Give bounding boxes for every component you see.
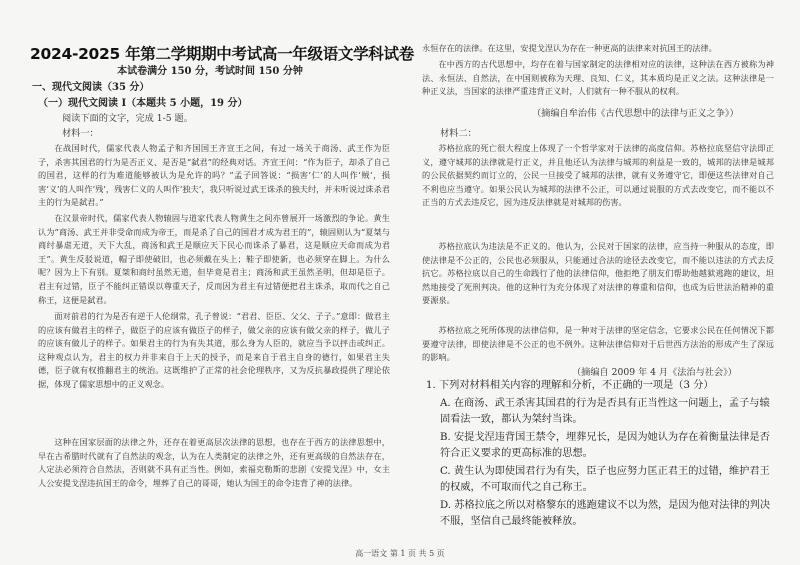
- exam-title: 2024-2025 年第二学期期中考试高一年级语文学科试卷: [30, 45, 414, 63]
- question-1: 1. 下列对材料相关内容的理解和分析，不正确的一项是（3 分）: [426, 380, 714, 391]
- option-b[interactable]: B. 安提戈涅违背国王禁令，埋葬兄长，是因为她认为存在着衡量法律是否符合正义要求的更高标准的思想。: [440, 432, 770, 459]
- citation: （摘编自牟治伟《古代思想中的法律与正义之争》）: [532, 108, 739, 119]
- material2-label: 材料二：: [440, 128, 477, 139]
- option-a[interactable]: A. 在商汤、武王杀害其国君的行为是否具有正当性这一问题上，孟子与辕固看法一致，都认为桀纣当诛。: [440, 398, 770, 425]
- subsection-heading: （一）现代文阅读 I（本题共 5 小题，19 分）: [38, 98, 248, 109]
- paragraph: 在中西方的古代思想中，均存在着与国家制定的法律相对应的法律，这种法在西方被称为神法、永恒法、自然法，在中国则被称为天理、良知、仁义，其本质均是正义之法。这种法律是一种正义法，当国家的法律严重违背正义时，人们就有一种不服从的权利。: [422, 59, 774, 97]
- option-c[interactable]: C. 黄生认为即使国君行为有失，臣子也应努力匡正君王的过错，维护君王的权威，不可取而代之自己称王。: [440, 466, 770, 493]
- material1-label: 材料一：: [62, 128, 99, 139]
- option-d[interactable]: D. 苏格拉底之所以对格黎东的逃跑建议不以为然，是因为他对法律的判决不服，坚信自己最终能被释放。: [440, 500, 771, 527]
- instruction: 阅读下面的文字，完成 1-5 题。: [62, 113, 193, 124]
- paragraph: 在汉景帝时代，儒家代表人物辕固与道家代表人物黄生之间亦曾展开一场激烈的争论。黄生认为“商汤、武王并非受命而成为帝王，而是杀了自己的国君才成为君王的”，辕固则认为“夏桀与商纣暴虐无道，天下大乱，商汤和武王是顺应天下民心而诛杀了暴君，这是顺应天命而成为君王”。黄生反驳说道，帽子即使破旧，也必须戴在头上；鞋子即使新，也必须穿在脚上。为什么呢？因为上下有别。夏桀和商纣虽然无道，但毕竟是君主；商汤和武王虽然圣明，但却是臣子。君主有过错，臣子不能纠正错误以尊重天子，反而因为君主有过错便把君主诛杀，取而代之自己称王，这便是弑君。: [38, 213, 390, 305]
- paragraph: 在战国时代，儒家代表人物孟子和齐国国王齐宣王之间，有过一场关于商汤、武王作为臣子，杀害其国君的行为是否正义、是否是“弑君”的经典对话。齐宣王问：“作为臣子，却杀了自己的国君，这样的行为难道能够被认为是允许的吗？”孟子回答说：“损害‘仁’的人叫作‘贼’，损害‘义’的人叫作‘残’，残害仁义的人叫作‘独夫’，我只听说过武王诛杀的独夫纣，并未听说过诛杀君主的行为是弑君。”: [38, 143, 390, 208]
- paragraph: 这种在国家层面的法律之外，还存在着更高层次法律的思想，也存在于西方的法律思想中，早在古希腊时代就有了自然法的观念，认为在人类制定的法律之外，还有更高级的自然法存在，人定法必须符合自然法，否则就不具有正当性。例如，索福克勒斯的悲剧《安提戈涅》中，女主人公安提戈涅违抗国王的命令，埋葬了自己的哥哥，她认为国王的命令违背了神的法律。: [38, 437, 390, 488]
- section-heading: 一、现代文阅读（35 分）: [32, 82, 150, 93]
- citation: （摘编自 2009 年 4 月《法治与社会》）: [572, 367, 737, 378]
- page-footer: 高一语文 第 1 页 共 5 页: [355, 549, 445, 558]
- exam-subtitle: 本试卷满分 150 分，考试时间 150 分钟: [117, 66, 303, 77]
- paragraph: 苏格拉底认为违法是不正义的。他认为，公民对于国家的法律，应当持一种服从的态度，即使法律是不公正的，公民也必须服从，只能通过合法的途径去改变它，而不能以违法的方式去反抗它。苏格拉底以自己的生命践行了他的法律信仰，他拒绝了朋友们帮助他越狱逃跑的建议，坦然地接受了死刑判决。他的这种行为充分体现了对法律的尊重和信仰，也成为后世法治精神的重要源泉。: [422, 241, 774, 306]
- paragraph: 苏格拉底之死所体现的法律信仰，是一种对于法律的坚定信念，它要求公民在任何情况下都要遵守法律，即使法律是不公正的也不例外。这种法律信仰对于后世西方法治的形成产生了深远的影响。: [422, 325, 774, 363]
- paragraph: 面对前君的行为是否有逆于人伦纲常，孔子曾说：“君君、臣臣、父父、子子。”意即：做君主的应该有做君主的样子，做臣子的应该有做臣子的样子，做父亲的应该有做父亲的样子，做儿子的应该有做儿子的样子。如果君主的行为有失其道，那么身为人臣的，就应当予以抨击或纠正。这种观点认为，君主的权力并非来自于上天的授予，而是来自于君主自身的德行，如果君主失德，臣子就有权推翻君主的统治。这既维护了正常的社会伦理秩序，又为反抗暴政提供了理论依据，体现了儒家思想中的正义观念。: [38, 311, 390, 389]
- paragraph: 苏格拉底的死亡很大程度上体现了一个哲学家对于法律的高度信仰。苏格拉底坚信守法即正义，遵守城邦的法律就是行正义，并且他还认为法律与城邦的利益是一致的，城邦的法律是城邦的公民依据契约而订立的，公民一旦接受了城邦的法律，就有义务遵守它，即便这些法律对自己不利也应当遵守。如果公民认为城邦的法律不公正，可以通过说服的方式去改变它，而不能以不正当的方式去违反它，因为违反法律就是对城邦的伤害。: [422, 143, 774, 208]
- paragraph: 永恒存在的法律。在这里，安提戈涅认为存在一种更高的法律来对抗国王的法律。: [422, 43, 717, 53]
